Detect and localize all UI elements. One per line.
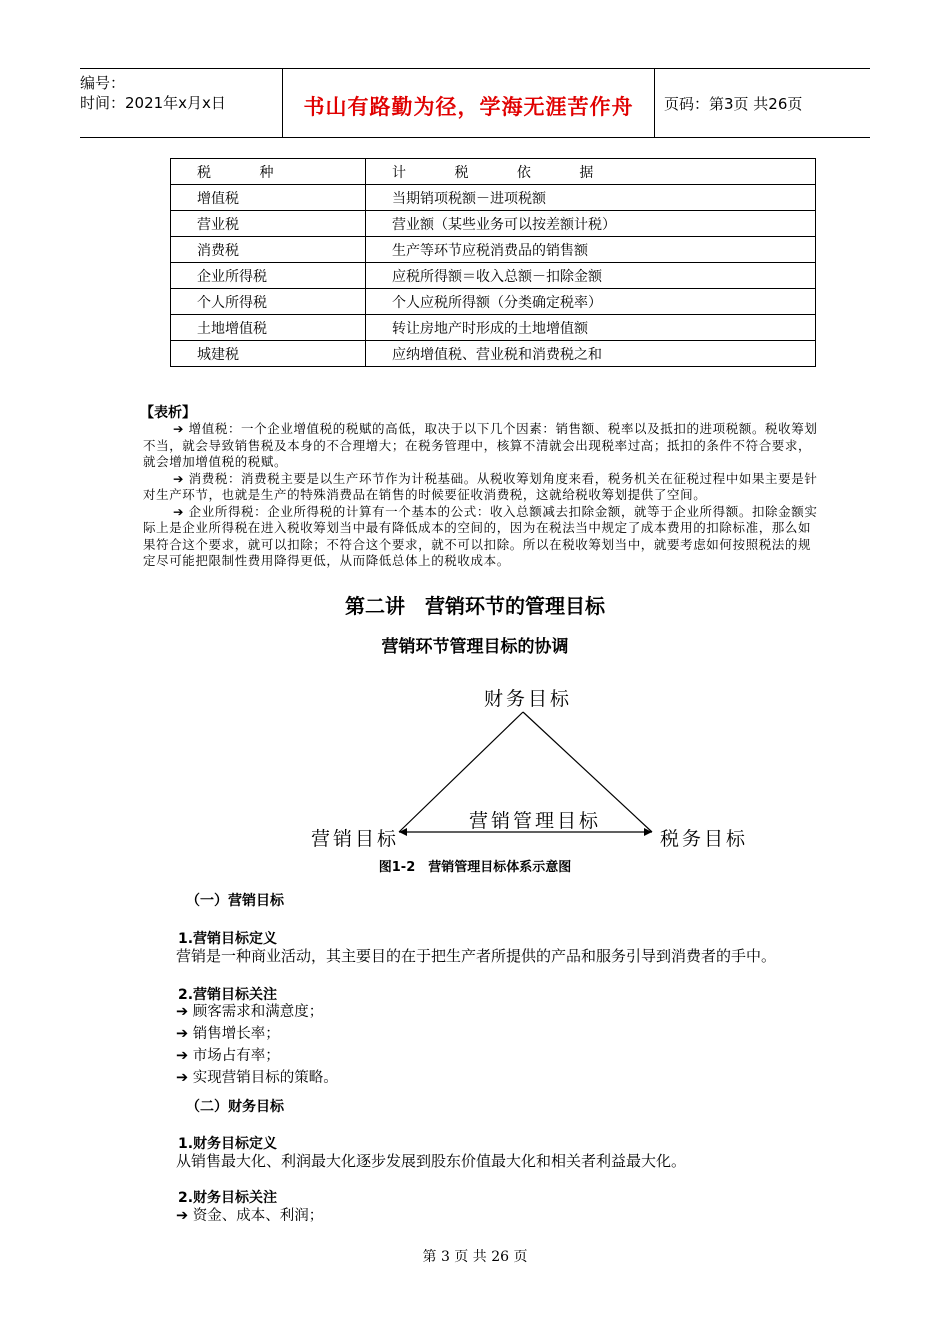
section2-title: （二）财务目标 (186, 1099, 284, 1115)
tax-type-cell: 企业所得税 (171, 263, 366, 289)
tax-basis-cell: 营业额（某些业务可以按差额计税） (366, 211, 816, 237)
arrow-right-icon: ➔ (176, 1048, 189, 1064)
list-item: ➔ 市场占有率； (176, 1048, 280, 1064)
section1-focus-title: 2.营销目标关注 (178, 987, 278, 1003)
arrow-right-icon: ➔ (176, 1208, 189, 1224)
lecture-title: 第二讲 营销环节的管理目标 (345, 594, 605, 618)
date-label: 时间：2021年x月x日 (80, 94, 226, 112)
header-motto: 书山有路勤为径，学海无涯苦作舟 (303, 95, 634, 119)
analysis-heading: 【表析】 (140, 405, 196, 421)
list-item: ➔ 资金、成本、利润； (176, 1208, 324, 1224)
diagram-label-finance: 财务目标 (484, 688, 573, 710)
tax-type-cell: 城建税 (171, 341, 366, 367)
diagram-caption: 图1-2 营销管理目标体系示意图 (378, 860, 572, 875)
list-item: ➔ 实现营销目标的策略。 (176, 1070, 338, 1086)
section2-def-title: 1.财务目标定义 (178, 1136, 278, 1152)
section2-def-text: 从销售最大化、利润最大化逐步发展到股东价值最大化和相关者利益最大化。 (176, 1152, 687, 1170)
diagram-label-tax: 税务目标 (660, 828, 749, 850)
tax-basis-cell: 当期销项税额－进项税额 (366, 185, 816, 211)
tax-basis-cell: 转让房地产时形成的土地增值额 (366, 315, 816, 341)
analysis-text: 增值税：一个企业增值税的税赋的高低，取决于以下几个因素：销售额、税率以及抵扣的进项税额。税收筹划不当，就会导致销售税及本身的不合理增大；在税务管理中，核算不清就会出现税率过高；抵扣的条件不符合要求，就会增加增值税的税赋。 (143, 421, 818, 469)
analysis-text: 消费税：消费税主要是以生产环节作为计税基础。从税收筹划角度来看，税务机关在征税过程中如果主要是针对生产环节，也就是生产的特殊消费品在销售的时候要征收消费税，这就给税收筹划提供了空间。 (143, 470, 818, 502)
list-item: ➔ 顾客需求和满意度； (176, 1004, 324, 1020)
tax-basis-cell: 个人应税所得额（分类确定税率） (366, 289, 816, 315)
tax-basis-cell: 应税所得额＝收入总额－扣除金额 (366, 263, 816, 289)
section2-focus-title: 2.财务目标关注 (178, 1190, 278, 1206)
tax-type-cell: 营业税 (171, 211, 366, 237)
section1-def-text: 营销是一种商业活动，其主要目的在于把生产者所提供的产品和服务引导到消费者的手中。 (176, 947, 777, 965)
diagram-label-center: 营销管理目标 (469, 810, 602, 832)
section1-title: （一）营销目标 (186, 893, 284, 909)
tax-basis-cell: 应纳增值税、营业税和消费税之和 (366, 341, 816, 367)
column-header-tax-basis: 计 税 依 据 (366, 159, 816, 185)
tax-basis-cell: 生产等环节应税消费品的销售额 (366, 237, 816, 263)
diagram-label-marketing: 营销目标 (311, 828, 400, 850)
number-label: 编号： (80, 74, 126, 92)
arrow-right-icon: ➔ (176, 1070, 189, 1086)
arrow-right-icon: ➔ (173, 503, 185, 519)
analysis-text: 企业所得税：企业所得税的计算有一个基本的公式：收入总额减去扣除金额，就等于企业所得额。扣除金额实际上是企业所得税在进入税收筹划当中最有降低成本的空间的，因为在税法当中规定了成本费用的扣除标准，那么如果符合这个要求，就可以扣除；不符合这个要求，就不可以扣除。所以在税收筹划当中，就要考虑如何按照税法的规定尽可能把限制性费用降得更低，从而降低总体上的税收成本。 (143, 503, 818, 568)
arrow-right-icon: ➔ (173, 421, 185, 436)
list-item: ➔ 销售增长率； (176, 1026, 280, 1042)
arrowhead-right-icon (644, 828, 652, 836)
tax-type-cell: 增值税 (171, 185, 366, 211)
tax-type-cell: 消费税 (171, 237, 366, 263)
arrowhead-left-icon (399, 828, 407, 836)
section1-def-title: 1.营销目标定义 (178, 931, 278, 947)
page-number-label: 页码：第3页 共26页 (664, 95, 803, 113)
arrow-right-icon: ➔ (173, 470, 185, 486)
tax-type-cell: 土地增值税 (171, 315, 366, 341)
column-header-tax-type: 税 种 (171, 159, 366, 185)
tax-type-cell: 个人所得税 (171, 289, 366, 315)
arrow-right-icon: ➔ (176, 1004, 189, 1020)
page-footer: 第 3 页 共 26 页 (422, 1249, 528, 1265)
section-subtitle: 营销环节管理目标的协调 (381, 637, 569, 657)
arrow-right-icon: ➔ (176, 1026, 189, 1042)
